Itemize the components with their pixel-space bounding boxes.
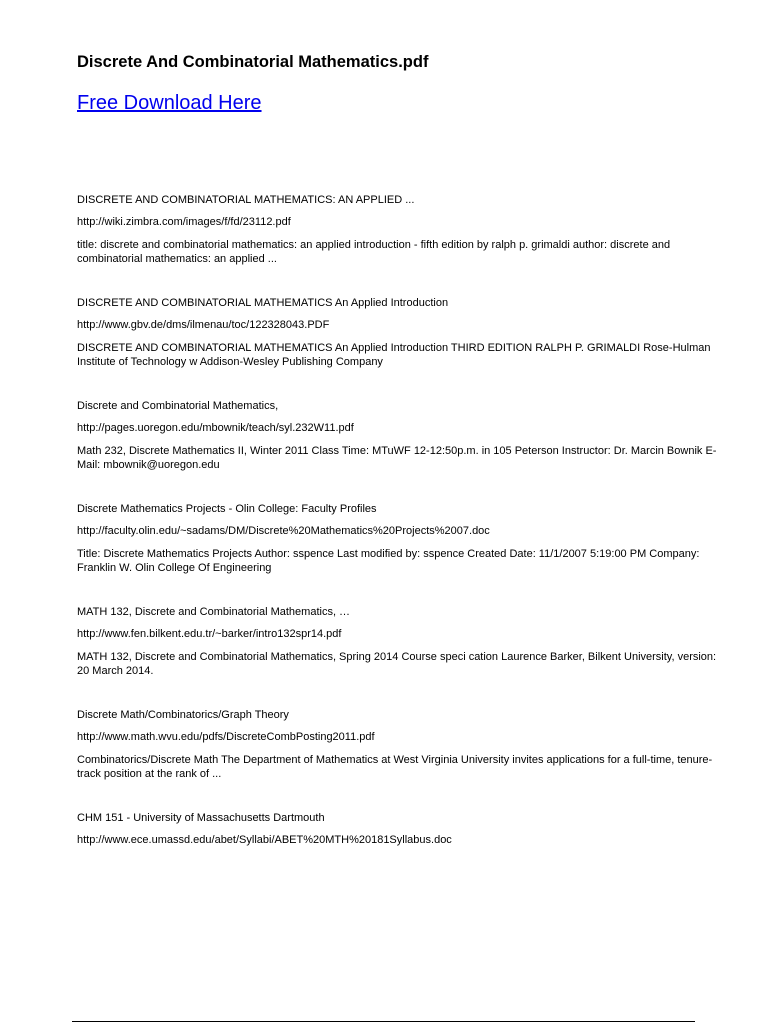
- result-title: CHM 151 - University of Massachusetts Dartmouth: [77, 812, 325, 824]
- result-title: Discrete and Combinatorial Mathematics,: [77, 400, 279, 412]
- results-list: [77, 193, 717, 847]
- footer-divider: [72, 1021, 695, 1022]
- list-item: [77, 296, 717, 369]
- result-url: http://wiki.zimbra.com/images/f/fd/23112.pdf: [77, 216, 291, 228]
- result-title: Discrete Math/Combinatorics/Graph Theory: [77, 709, 289, 721]
- result-description: Math 232, Discrete Mathematics II, Winter 2011 Class Time: MTuWF 12-12:50p.m. in 105 Peterson Instructor: Dr. Marcin Bownik E-Mail: mbownik@uoregon.edu: [77, 445, 717, 471]
- free-download-link[interactable]: Free Download Here: [77, 92, 262, 114]
- result-url: http://pages.uoregon.edu/mbownik/teach/syl.232W11.pdf: [77, 422, 354, 434]
- list-item: [77, 811, 717, 847]
- result-url: http://www.fen.bilkent.edu.tr/~barker/intro132spr14.pdf: [77, 628, 342, 640]
- result-title: Discrete Mathematics Projects - Olin College: Faculty Profiles: [77, 503, 377, 515]
- result-title: DISCRETE AND COMBINATORIAL MATHEMATICS An Applied Introduction: [77, 297, 449, 309]
- result-description: MATH 132, Discrete and Combinatorial Mathematics, Spring 2014 Course speci cation Laurence Barker, Bilkent University, version: 20 March 2014.: [77, 651, 717, 677]
- result-title: DISCRETE AND COMBINATORIAL MATHEMATICS: AN APPLIED ...: [77, 194, 415, 206]
- result-url: http://www.ece.umassd.edu/abet/Syllabi/ABET%20MTH%20181Syllabus.doc: [77, 834, 452, 846]
- result-title: MATH 132, Discrete and Combinatorial Mathematics, …: [77, 606, 351, 618]
- result-description: Combinatorics/Discrete Math The Department of Mathematics at West Virginia University invites applications for a full-time, tenure-track position at the rank of ...: [77, 754, 713, 780]
- result-description: DISCRETE AND COMBINATORIAL MATHEMATICS An Applied Introduction THIRD EDITION RALPH P. GRIMALDI Rose-Hulman Institute of Technology w Addison-Wesley Publishing Company: [77, 342, 711, 368]
- result-url: http://www.math.wvu.edu/pdfs/DiscreteCombPosting2011.pdf: [77, 731, 375, 743]
- document-title: Discrete And Combinatorial Mathematics.pdf: [77, 53, 429, 71]
- result-description: Title: Discrete Mathematics Projects Author: sspence Last modified by: sspence Created Date: 11/1/2007 5:19:00 PM Company: Franklin W. Olin College Of Engineering: [77, 548, 700, 574]
- list-item: [77, 708, 717, 781]
- list-item: [77, 502, 717, 575]
- list-item: [77, 399, 717, 472]
- list-item: [77, 605, 717, 678]
- result-url: http://faculty.olin.edu/~sadams/DM/Discrete%20Mathematics%20Projects%2007.doc: [77, 525, 490, 537]
- result-url: http://www.gbv.de/dms/ilmenau/toc/122328043.PDF: [77, 319, 330, 331]
- list-item: [77, 193, 717, 266]
- result-description: title: discrete and combinatorial mathematics: an applied introduction - fifth edition by ralph p. grimaldi author: discrete and combinatorial mathematics: an applied ...: [77, 239, 671, 265]
